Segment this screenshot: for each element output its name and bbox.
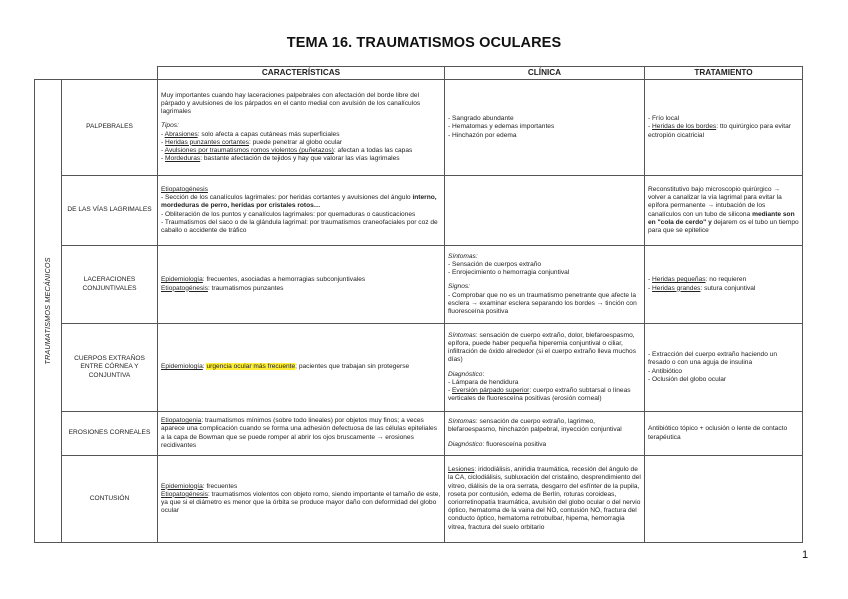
text: - Sección de los canalículos lagrimales: por heridas cortantes y avulsiones del ángulo [161, 194, 413, 202]
cell-tratamiento: - Frío local - Heridas de los bordes: tto quirúrgico para evitar ectropión cicatricial [645, 80, 803, 176]
text: : tto quirúrgico para evitar ectropión cicatricial [648, 123, 791, 139]
cell-caracteristicas: Muy importantes cuando hay laceraciones palpebrales con afectación del borde libre del párpado y avulsiones de los párpados en el canto medial con avulsión de los canalículos lagrimales Tipos: - Abrasiones: solo afecta a capas cutáneas más superficiales - Heridas punzantes cortantes: puede penetrar al globo ocular - Avulsiones por traumatismos romos violentos (puñetazos): afectan a todas las capas - Mordeduras: bastante afectación de tejidos y hay que valorar las vías lagrimales [158, 80, 445, 176]
header-row [35, 67, 803, 80]
cell-clinica [445, 80, 645, 176]
text: : sensación de cuerpo extraño, lagrimeo, blefaroespasmo, hinchazón palpebral, inyección conjuntival [448, 418, 622, 434]
text: : frecuentes, asociadas a hemorragias subconjuntivales [202, 276, 366, 284]
text: - Sensación de cuerpos extraño [448, 260, 542, 268]
row-contusion [35, 456, 803, 543]
row-name: CONTUSIÓN [62, 456, 158, 543]
text: Síntomas [448, 418, 476, 426]
text: Etiopatogenia [161, 417, 202, 425]
text: Antibiótico tópico + oclusión o lente de contacto terapéutica [648, 425, 788, 441]
cell-tratamiento [645, 456, 803, 543]
text: ; pacientes que trabajan sin protegerse [295, 363, 410, 371]
text: Etiopatogénesis [161, 284, 208, 292]
text: : afectan a todas las capas [333, 146, 413, 154]
cell-clinica [445, 412, 645, 456]
text: Reconstitutivo bajo microscopio quirúrgico → volver a canalizar la vía lagrimal para evitar la epífora permanente → intubación de los canalículos con un tubo de silicona [648, 185, 782, 218]
text: - Frío local [648, 115, 680, 123]
cell-tratamiento: - Heridas pequeñas: no requieren - Heridas grandes: sutura conjuntival [645, 246, 803, 324]
text: - Oclusión del globo ocular [648, 375, 727, 383]
row-name: CUERPOS EXTRAÑOS ENTRE CÓRNEA Y CONJUNTIVA [62, 324, 158, 412]
row-laceraciones-conjuntivales [35, 246, 803, 324]
row-erosiones-corneales [35, 412, 803, 456]
text: Etiopatogénesis [161, 490, 208, 498]
text: : fluoresceína positiva [482, 440, 547, 448]
text: - Comprobar que no es un traumatismo penetrante que afecte la esclera → examinar esclera separando los bordes → tinción con fluoresceína positiva [448, 291, 637, 315]
text: Abrasiones [164, 130, 198, 138]
page-number: 1 [802, 549, 809, 561]
text: : traumatismos violentos con objeto romo, siendo importante el tamaño de este, ya que si el diámetro es menor que la órbita se produce mayor daño con deformidad del globo ocular [161, 490, 441, 515]
cell-clinica [445, 246, 645, 324]
row-cuerpos-extranos [35, 324, 803, 412]
text: Epidemiología [161, 482, 203, 490]
cell-clinica [445, 176, 645, 246]
side-label: TRAUMATISMOS MECÁNICOS [42, 257, 52, 365]
text: : iridodiálisis, aniridia traumática, recesión del ángulo de la CA, ciclodiálisis, subluxación del cristalino, desprendimiento del vítreo, diálisis de la ora serrata, desgarro del esfínter de la pupila, roseta por contusión, edema de Berlín, roturas coroideas, coriorretinopatía traumática, avulsión del globo ocular o del nervio óptico, hematoma de la vaina del NO, contusión NO, fractura del conducto óptico, hematoma retrobulbar, hipema, hemorragia vítrea, fractura del suelo orbitario [448, 466, 641, 531]
text: Etiopatogénesis [161, 185, 208, 193]
text: - Lámpara de hendidura [448, 378, 519, 386]
row-vias-lagrimales [35, 176, 803, 246]
text: Heridas de los bordes [652, 123, 717, 131]
text: Eversión párpado superior [452, 386, 530, 394]
text: - Antibiótico [648, 367, 683, 375]
text: dejarem os el tubo un tiempo para que se epitelice [648, 218, 799, 234]
text: mediante son en "cola de cerdo" y [648, 210, 795, 226]
text: : solo afecta a capas cutáneas más superficiales [197, 130, 340, 138]
text: Signos: [448, 283, 470, 291]
text: - Obliteración de los puntos y canalículos lagrimales: por quemaduras o causticaciones [161, 210, 416, 218]
header-tratamiento: TRATAMIENTO [645, 67, 803, 80]
text: - Sangrado abundante [448, 115, 514, 123]
cell-clinica: Síntomas: sensación de cuerpo extraño, dolor, blefaroespasmo, epífora, puede haber pequeña hiperemia conjuntival o ciliar, infiltración de óxido alrededor (si el cuerpo extraño lleva muchos días) Diagnóstico: - Lámpara de hendidura - Eversión párpado superior: cuerpo extraño subtarsal o líneas verticales de fluoresceína positivas (erosión corneal) [445, 324, 645, 412]
page-title: TEMA 16. TRAUMATISMOS OCULARES [286, 35, 562, 51]
text: : bastante afectación de tejidos y hay que valorar las vías lagrimales [200, 155, 400, 163]
text: : traumatismos mínimos (sobre todo lineales) por objetos muy finos; a veces aparece una complicación cuando se forma una adhesión defectuosa de las células epiteliales a la capa de Bowman que se puede romper al abrir los ojos bruscamente → erosiones recidivantes [161, 417, 438, 449]
header-clinica: CLÍNICA [445, 67, 645, 80]
trauma-table [34, 66, 803, 543]
text: Muy importantes cuando hay laceraciones palpebrales con afectación del borde libre del párpado y avulsiones de los párpados en el canto medial con avulsión de los canalículos lagrimales [161, 91, 421, 116]
header-blank [35, 67, 158, 80]
cell-caracteristicas [158, 412, 445, 456]
row-name: PALPEBRALES [62, 80, 158, 176]
text: Heridas punzantes cortantes [165, 138, 249, 146]
row-name: LACERACIONES CONJUNTIVALES [62, 246, 158, 324]
text: Epidemiología [161, 276, 203, 284]
text: - Enrojecimiento o hemorragia conjuntival [448, 269, 570, 277]
text: Heridas pequeñas [652, 276, 706, 284]
text: interno, mordeduras de perro, heridas por cristales rotos… [161, 194, 437, 210]
row-name: DE LAS VÍAS LAGRIMALES [62, 176, 158, 246]
text: : traumatismos punzantes [207, 284, 284, 292]
text: Epidemiología [161, 363, 203, 371]
text: Síntomas [448, 331, 476, 339]
text: : sensación de cuerpo extraño, dolor, blefaroespasmo, epífora, puede haber pequeña hiperemia conjuntival o ciliar, infiltración de óxido alrededor (si el cuerpo extraño lleva muchos días) [448, 331, 637, 364]
text: - Hinchazón por edema [448, 131, 517, 139]
header-caracteristicas: CARACTERÍSTICAS [158, 67, 445, 80]
side-label-cell [35, 80, 62, 543]
cell-tratamiento [645, 412, 803, 456]
text: : sutura conjuntival [700, 284, 756, 292]
cell-tratamiento [645, 324, 803, 412]
text: Síntomas: [448, 252, 478, 260]
cell-clinica [445, 456, 645, 543]
row-name: EROSIONES CORNEALES [62, 412, 158, 456]
cell-caracteristicas [158, 456, 445, 543]
text: : puede penetrar al globo ocular [248, 138, 343, 146]
highlight-text: urgencia ocular más frecuente [206, 363, 296, 371]
text: Avulsiones por traumatismos romos violentos (puñetazos) [164, 146, 334, 154]
text: : no requieren [705, 276, 747, 284]
row-palpebrales [35, 80, 803, 176]
cell-tratamiento [645, 176, 803, 246]
text: : cuerpo extraño subtarsal o líneas verticales de fluoresceína positivas (erosión corneal) [448, 386, 631, 403]
cell-caracteristicas [158, 176, 445, 246]
text: Diagnóstico [448, 440, 483, 448]
text: - Traumatismos del saco o de la glándula lagrimal: por traumatismos craneofaciales por coz de caballo o accidente de tráfico [161, 218, 438, 234]
text: Mordeduras [165, 155, 201, 163]
text: - Extracción del cuerpo extraño haciendo un fresado o con una aguja de insulina [648, 351, 778, 367]
text: Lesiones [448, 466, 475, 474]
cell-caracteristicas [158, 246, 445, 324]
cell-caracteristicas: Epidemiología: urgencia ocular más frecuente; pacientes que trabajan sin protegerse [158, 324, 445, 412]
text: - Hematomas y edemas importantes [448, 123, 555, 131]
text: Tipos: [161, 122, 179, 130]
text: Diagnóstico [448, 370, 483, 378]
text: Heridas grandes [652, 284, 701, 292]
text: : frecuentes [202, 482, 238, 490]
